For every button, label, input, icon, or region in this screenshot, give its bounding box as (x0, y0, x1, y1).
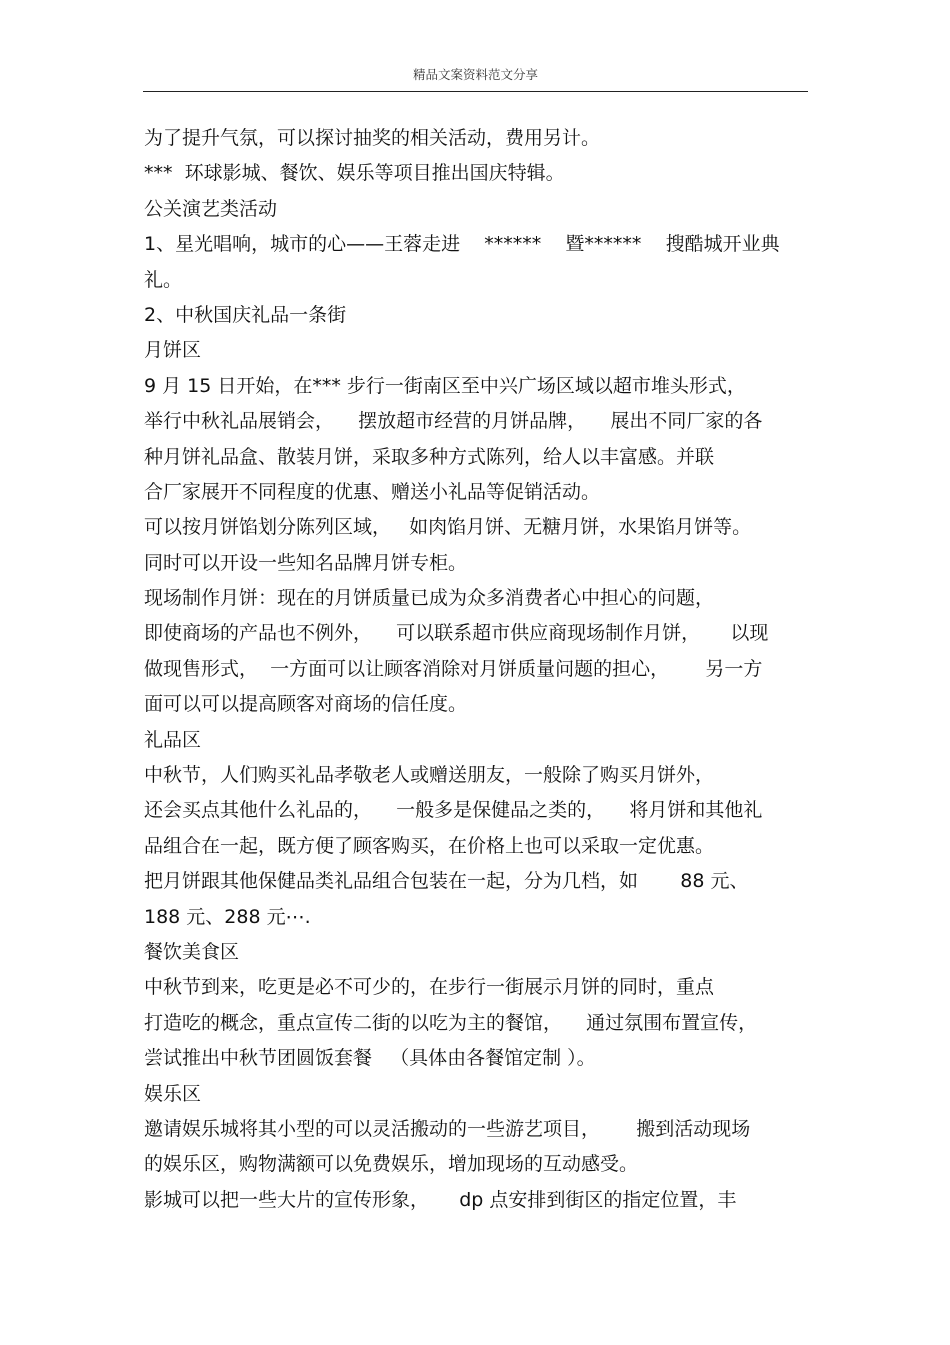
section-heading: 娱乐区 (144, 1082, 202, 1105)
body-line: 合厂家展开不同程度的优惠、赠送小礼品等促销活动。 (144, 480, 601, 503)
document-body (144, 121, 809, 1218)
body-line: *** 环球影城、餐饮、娱乐等项目推出国庆特辑。 (144, 162, 565, 185)
body-line: 把月饼跟其他保健品类礼品组合包装在一起，分为几档，如 88 元、 (144, 870, 749, 893)
section-heading: 公关演艺类活动 (144, 197, 278, 220)
body-line: 还会买点其他什么礼品的， 一般多是保健品之类的， 将月饼和其他礼 (144, 799, 763, 822)
section-heading: 餐饮美食区 (144, 940, 240, 963)
body-line: 9 月 15 日开始，在*** 步行一街南区至中兴广场区域以超市堆头形式， (144, 374, 746, 397)
section-heading: 2、中秋国庆礼品一条街 (144, 303, 347, 326)
page-header-title: 精品文案资料范文分享 (412, 67, 538, 82)
section-heading: 礼品区 (144, 728, 202, 751)
body-line: 1、星光唱响，城市的心——王蓉走进 ****** 暨****** 搜酷城开业典 (144, 233, 780, 256)
body-line: 中秋节到来，吃更是必不可少的，在步行一街展示月饼的同时，重点 (144, 976, 715, 999)
body-line: 即使商场的产品也不例外， 可以联系超市供应商现场制作月饼， 以现 (144, 622, 769, 645)
body-line: 可以按月饼馅划分陈列区域， 如肉馅月饼、无糖月饼，水果馅月饼等。 (144, 516, 752, 539)
section-heading: 月饼区 (144, 339, 202, 362)
body-line: 的娱乐区，购物满额可以免费娱乐，增加现场的互动感受。 (144, 1153, 639, 1176)
body-line: 品组合在一起，既方便了顾客购买，在价格上也可以采取一定优惠。 (144, 834, 715, 857)
body-line: 种月饼礼品盒、散装月饼，采取多种方式陈列，给人以丰富感。并联 (144, 445, 715, 468)
body-line: 打造吃的概念，重点宣传二街的以吃为主的餐馆， 通过氛围布置宣传， (144, 1011, 758, 1034)
body-line: 为了提升气氛，可以探讨抽奖的相关活动，费用另计。 (144, 127, 601, 149)
body-line: 影城可以把一些大片的宣传形象， dp 点安排到街区的指定位置，丰 (144, 1188, 737, 1211)
body-line: 面可以可以提高顾客对商场的信任度。 (144, 693, 468, 716)
body-line: 礼。 (144, 268, 183, 291)
body-line: 做现售形式， 一方面可以让顾客消除对月饼质量问题的担心， 另一方 (144, 657, 763, 680)
body-line: 同时可以开设一些知名品牌月饼专柜。 (144, 551, 468, 574)
body-line: 现场制作月饼：现在的月饼质量已成为众多消费者心中担心的问题， (144, 587, 715, 610)
header-divider (143, 91, 808, 92)
body-line: 举行中秋礼品展销会， 摆放超市经营的月饼品牌， 展出不同厂家的各 (144, 410, 763, 433)
body-line: 邀请娱乐城将其小型的可以灵活搬动的一些游艺项目， 搬到活动现场 (144, 1117, 751, 1140)
body-line: 188 元、288 元⋯. (144, 905, 311, 928)
body-line: 中秋节，人们购买礼品孝敬老人或赠送朋友，一般除了购买月饼外， (144, 764, 715, 787)
body-line: 尝试推出中秋节团圆饭套餐 （具体由各餐馆定制 ）。 (144, 1047, 596, 1070)
